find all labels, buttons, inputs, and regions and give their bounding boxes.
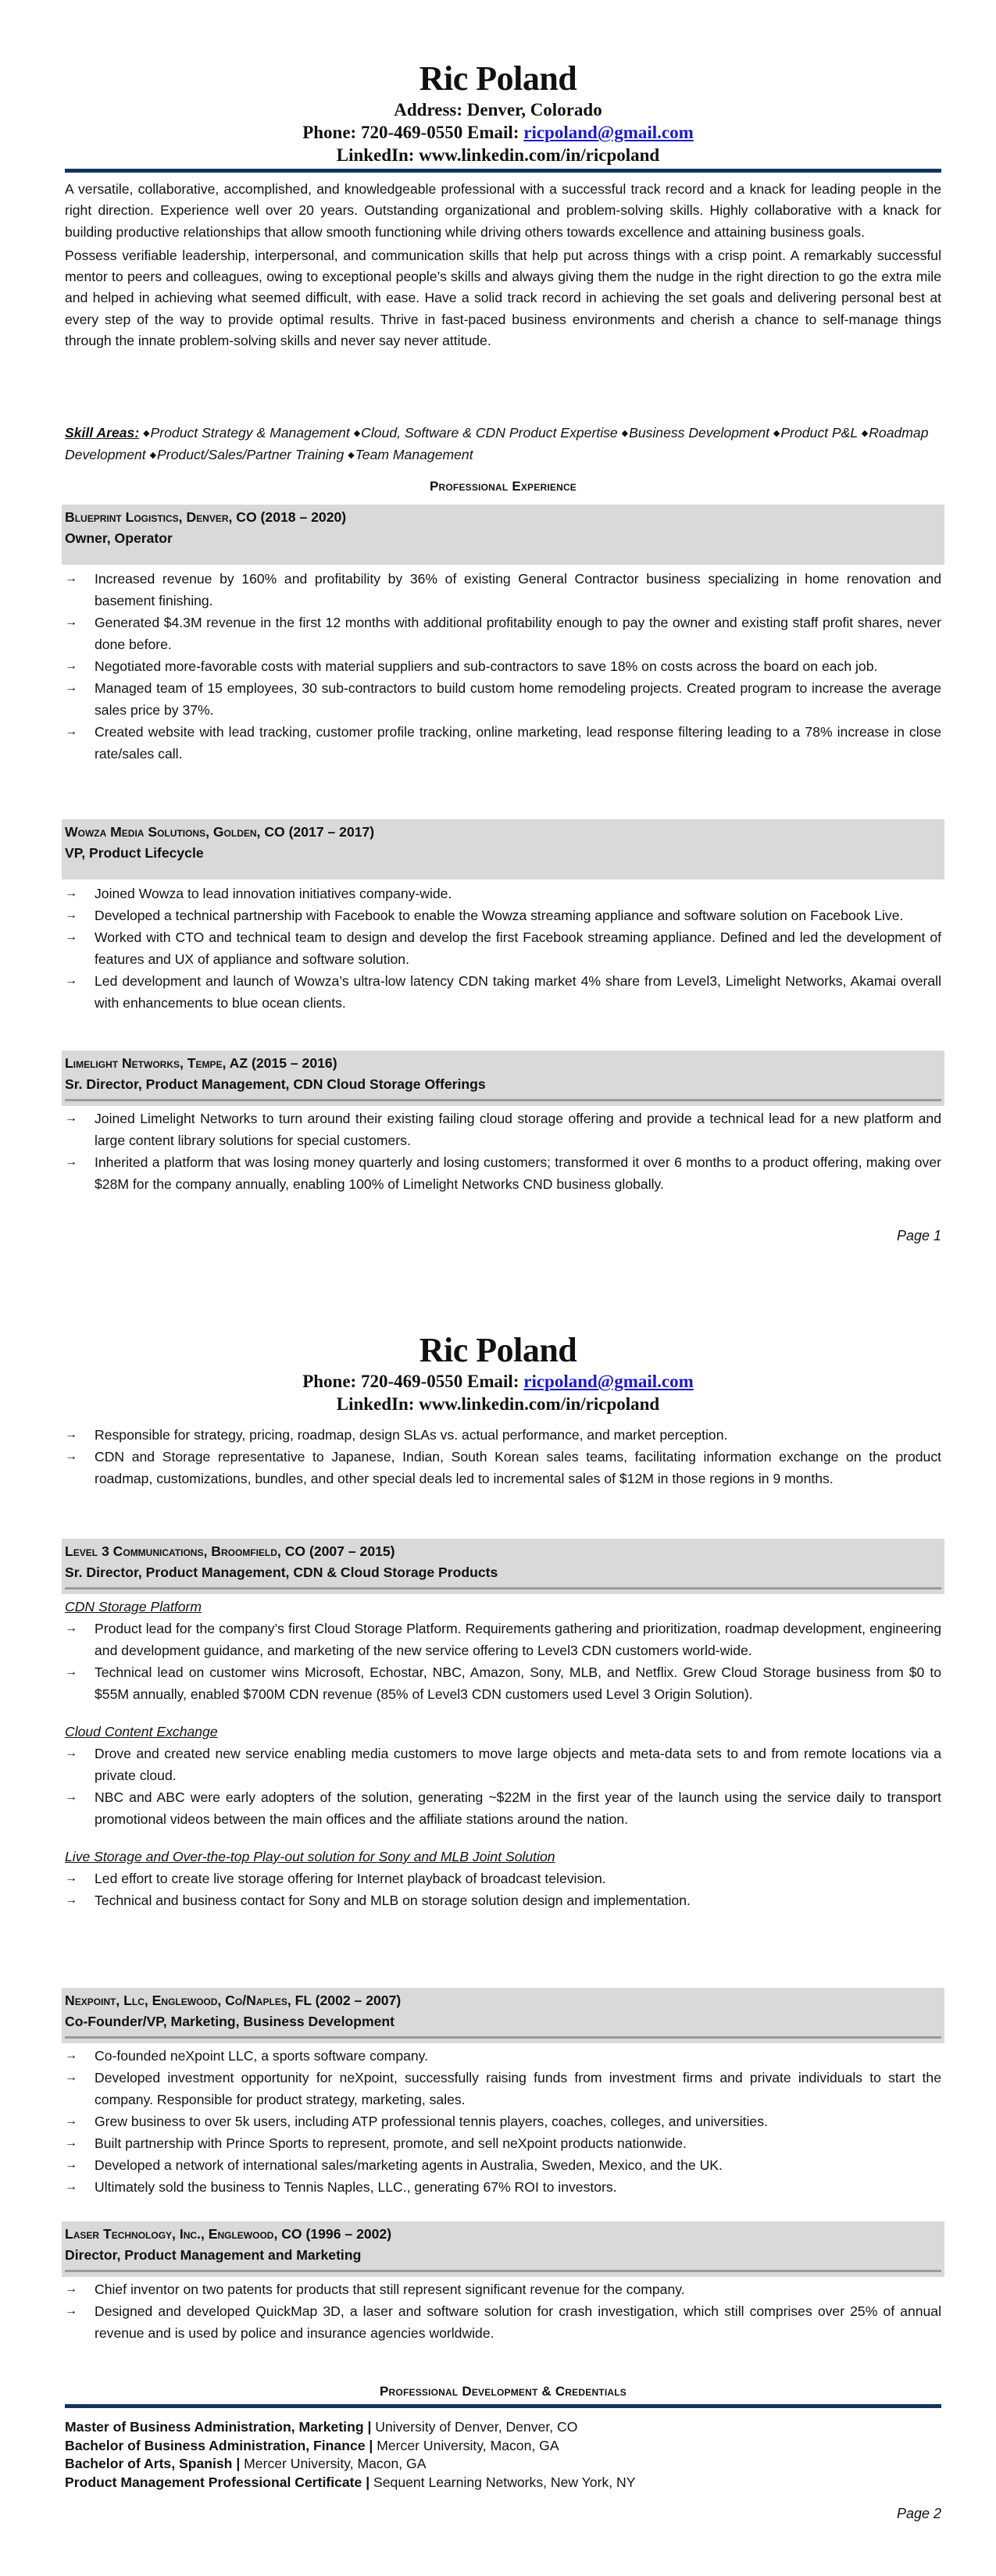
list-item: → Designed and developed QuickMap 3D, a laser and software solution for crash investigation, which still comprises over 25% of annual revenue and is used by police and insurance agencies worldwide. <box>65 2300 941 2344</box>
list-item: → Developed a network of international sales/marketing agents in Australia, Sweden, Mexico, and the UK. <box>65 2154 941 2176</box>
arrow-bullet-icon: → <box>65 2049 77 2062</box>
skill-item: ◆Team Management <box>348 447 473 462</box>
list-item: → Technical lead on customer wins Microsoft, Echostar, NBC, Amazon, Sony, MLB, and Netflix. Grew Cloud Storage business from $0 to $55M annually, enabled $700M CDN revenue (85% of Level3 CDN customers used Level 3 Origin Solution). <box>65 1661 941 1705</box>
job-title: Sr. Director, Product Management, CDN & Cloud Storage Products <box>65 1565 498 1580</box>
job-header <box>62 505 944 565</box>
list-item: → NBC and ABC were early adopters of the solution, generating ~$22M in the first year of the launch using the service daily to transport promotional videos between the main offices and the affiliate stations around the nation. <box>65 1786 941 1830</box>
job-bullets <box>65 1868 941 1911</box>
job-entry <box>65 1539 941 1911</box>
arrow-bullet-icon: → <box>65 1665 77 1679</box>
institution: Sequent Learning Networks, New York, NY <box>373 2474 636 2490</box>
list-item: → Managed team of 15 employees, 30 sub-contractors to build custom home remodeling projects. Created program to increase the average sales price by 37%. <box>65 677 941 721</box>
diamond-bullet-icon: ◆ <box>143 429 150 438</box>
skill-item: ◆Product P&L <box>773 425 858 441</box>
address: Address: Denver, Colorado <box>394 100 602 120</box>
resume-page-2 <box>0 1289 996 2576</box>
job-entry <box>65 1051 941 1195</box>
header-divider <box>65 169 941 173</box>
arrow-bullet-icon: → <box>65 2282 77 2296</box>
degree: Product Management Professional Certificate <box>65 2474 362 2490</box>
arrow-bullet-icon: → <box>65 1155 77 1168</box>
phone-label: Phone: 720-469-0550 Email: <box>302 1372 524 1391</box>
arrow-bullet-icon: → <box>65 2180 77 2193</box>
job-bullets <box>65 883 941 1014</box>
list-item: → Ultimately sold the business to Tennis Naples, LLC., generating 67% ROI to investors. <box>65 2176 941 2198</box>
arrow-bullet-icon: → <box>65 1111 77 1125</box>
credential-row: Master of Business Administration, Marketing | University of Denver, Denver, CO <box>65 2419 578 2435</box>
arrow-bullet-icon: → <box>65 2158 77 2171</box>
job-company: Blueprint Logistics, Denver, CO (2018 – 2020) <box>65 509 347 525</box>
job-header-divider <box>65 1099 941 1101</box>
arrow-bullet-icon: → <box>65 2114 77 2128</box>
list-item: → CDN and Storage representative to Japanese, Indian, South Korean sales teams, facilitating information exchange on the product roadmap, customizations, bundles, and other special deals led to incremental sales of $12M in those regions in 9 months. <box>65 1446 941 1490</box>
diamond-bullet-icon: ◆ <box>861 429 869 438</box>
linkedin: LinkedIn: www.linkedin.com/in/ricpoland <box>336 1394 660 1414</box>
job-title: Director, Product Management and Marketing <box>65 2247 362 2263</box>
list-item: → Created website with lead tracking, customer profile tracking, online marketing, lead response filtering leading to a 78% increase in close rate/sales call. <box>65 721 941 765</box>
job-header <box>62 1539 944 1594</box>
institution: Mercer University, Macon, GA <box>244 2456 427 2471</box>
list-item: → Built partnership with Prince Sports to represent, promote, and sell neXpoint products nationwide. <box>65 2132 941 2154</box>
diamond-bullet-icon: ◆ <box>149 451 157 460</box>
arrow-bullet-icon: → <box>65 725 77 738</box>
list-item: → Led effort to create live storage offering for Internet playback of broadcast television. <box>65 1868 941 1889</box>
list-item: → Joined Wowza to lead innovation initiatives company-wide. <box>65 883 941 904</box>
phone-email-line <box>0 121 996 144</box>
job-bullets <box>65 1108 941 1195</box>
project-heading: CDN Storage Platform <box>65 1599 202 1614</box>
arrow-bullet-icon: → <box>65 908 77 922</box>
arrow-bullet-icon: → <box>65 1790 77 1804</box>
arrow-bullet-icon: → <box>65 1746 77 1760</box>
job-entry <box>65 819 941 1014</box>
job-header <box>62 2221 944 2277</box>
job-bullets <box>65 1618 941 1705</box>
credentials-list <box>65 2418 941 2492</box>
diamond-bullet-icon: ◆ <box>621 429 629 438</box>
phone-label: Phone: 720-469-0550 Email: <box>302 123 524 142</box>
professional-summary <box>65 179 941 351</box>
list-item: → Product lead for the company’s first Cloud Storage Platform. Requirements gathering and prioritization, roadmap development, engineering and development guidance, and marketing of the new service offering to Level3 CDN customers world-wide. <box>65 1618 941 1661</box>
credentials-divider <box>65 2404 941 2408</box>
list-item: → Developed a technical partnership with Facebook to enable the Wowza streaming appliance and software solution on Facebook Live. <box>65 904 941 926</box>
arrow-bullet-icon: → <box>65 2071 77 2084</box>
job-title: Sr. Director, Product Management, CDN Cloud Storage Offerings <box>65 1076 486 1092</box>
job-bullets <box>65 2045 941 2198</box>
list-item: → Drove and created new service enabling media customers to move large objects and meta-data sets to and from remote locations via a private cloud. <box>65 1743 941 1786</box>
list-item: → Negotiated more-favorable costs with material suppliers and sub-contractors to save 18% on costs across the board on each job. <box>65 655 941 677</box>
diamond-bullet-icon: ◆ <box>773 429 780 438</box>
list-item: → Grew business to over 5k users, including ATP professional tennis players, coaches, colleges, and universities. <box>65 2110 941 2132</box>
list-item: → Co-founded neXpoint LLC, a sports software company. <box>65 2045 941 2067</box>
section-title-credentials: Professional Development & Credentials <box>380 2384 627 2399</box>
section-title-experience: Professional Experience <box>429 479 577 494</box>
page-number: Page 2 <box>896 2506 941 2521</box>
institution: Mercer University, Macon, GA <box>377 2437 559 2453</box>
list-item: → Joined Limelight Networks to turn around their existing failing cloud storage offering and provide a technical lead for a new platform and large content library solutions for special customers. <box>65 1108 941 1151</box>
job-company: Laser Technology, Inc., Englewood, CO (1996 – 2002) <box>65 2226 392 2242</box>
job-bullets <box>65 1424 941 1490</box>
arrow-bullet-icon: → <box>65 1893 77 1907</box>
candidate-name: Ric Poland <box>419 59 577 98</box>
degree: Master of Business Administration, Marketing <box>65 2419 364 2435</box>
arrow-bullet-icon: → <box>65 1622 77 1635</box>
arrow-bullet-icon: → <box>65 572 77 585</box>
list-item: → Generated $4.3M revenue in the first 12 months with additional profitability enough to pay the owner and existing staff profit shares, never done before. <box>65 612 941 655</box>
diamond-bullet-icon: ◆ <box>353 429 361 438</box>
job-entry-continued <box>65 1424 941 1490</box>
skill-item: ◆Product/Sales/Partner Training <box>149 447 344 462</box>
job-company: Limelight Networks, Tempe, AZ (2015 – 2016) <box>65 1055 337 1071</box>
list-item: → Developed investment opportunity for neXpoint, successfully raising funds from investment firms and private individuals to start the company. Responsible for product strategy, marketing, sales. <box>65 2067 941 2110</box>
job-bullets <box>65 1743 941 1830</box>
list-item: → Led development and launch of Wowza’s ultra-low latency CDN taking market 4% share from Level3, Limelight Networks, Akamai overall with enhancements to blue ocean clients. <box>65 970 941 1014</box>
arrow-bullet-icon: → <box>65 1450 77 1463</box>
job-company: Nexpoint, Llc, Englewood, Co/Naples, FL (2002 – 2007) <box>65 1993 402 2008</box>
job-bullets <box>65 2278 941 2344</box>
job-entry <box>65 505 941 765</box>
summary-paragraph: A versatile, collaborative, accomplished, and knowledgeable professional with a successful track record and a knack for leading people in the right direction. Experience well over 20 years. Outstanding organizational and problem-solving skills. Highly collaborative with a knack for building productive relationships that allow smooth functioning while driving others towards excellence and attaining business goals. <box>65 181 941 240</box>
skill-item: ◆Roadmap Development <box>65 425 929 462</box>
skill-item: ◆Product Strategy & Management <box>143 425 350 441</box>
institution: University of Denver, Denver, CO <box>375 2419 578 2435</box>
job-header-divider <box>65 1587 941 1589</box>
job-header <box>62 1051 944 1106</box>
arrow-bullet-icon: → <box>65 1428 77 1441</box>
credential-row: Product Management Professional Certificate | Sequent Learning Networks, New York, NY <box>65 2474 636 2490</box>
email-link[interactable]: ricpoland@gmail.com <box>523 123 694 142</box>
arrow-bullet-icon: → <box>65 974 77 987</box>
job-entry <box>65 2221 941 2344</box>
diamond-bullet-icon: ◆ <box>348 451 355 460</box>
list-item: → Worked with CTO and technical team to design and develop the first Facebook streaming appliance. Defined and led the development of features and UX of appliance and software solution. <box>65 926 941 970</box>
job-header-divider <box>65 2036 941 2039</box>
project-heading: Cloud Content Exchange <box>65 1724 218 1739</box>
arrow-bullet-icon: → <box>65 930 77 944</box>
job-title: Co-Founder/VP, Marketing, Business Development <box>65 2014 395 2029</box>
arrow-bullet-icon: → <box>65 1871 77 1885</box>
arrow-bullet-icon: → <box>65 2136 77 2150</box>
candidate-name: Ric Poland <box>419 1331 577 1369</box>
list-item: → Increased revenue by 160% and profitability by 36% of existing General Contractor business specializing in home renovation and basement finishing. <box>65 568 941 612</box>
skills-label: Skill Areas: <box>65 425 140 441</box>
project-heading: Live Storage and Over-the-top Play-out solution for Sony and MLB Joint Solution <box>65 1849 555 1864</box>
arrow-bullet-icon: → <box>65 615 77 629</box>
skill-areas <box>65 423 941 466</box>
list-item: → Chief inventor on two patents for products that still represent significant revenue for the company. <box>65 2278 941 2300</box>
arrow-bullet-icon: → <box>65 681 77 694</box>
arrow-bullet-icon: → <box>65 2304 77 2317</box>
degree: Bachelor of Business Administration, Finance <box>65 2437 366 2453</box>
job-entry <box>65 1988 941 2198</box>
degree: Bachelor of Arts, Spanish <box>65 2456 233 2471</box>
job-company: Wowza Media Solutions, Golden, CO (2017 – 2017) <box>65 824 375 840</box>
linkedin: LinkedIn: www.linkedin.com/in/ricpoland <box>336 145 660 165</box>
summary-paragraph: Possess verifiable leadership, interpersonal, and communication skills that help put across things with a crisp point. A remarkably successful mentor to peers and colleagues, owing to exceptional people’s skills and always giving them the nudge in the right direction to go the extra mile and helped in achieving what seemed difficult, with ease. Have a solid track record in achieving the set goals and delivering personal best at every step of the way to provide optimal results. Thrive in fast-paced business environments and cherish a chance to self-manage things through the innate problem-solving skills and never say never attitude. <box>65 247 941 349</box>
job-title: Owner, Operator <box>65 530 173 546</box>
list-item: → Technical and business contact for Sony and MLB on storage solution design and implementation. <box>65 1889 941 1911</box>
resume-header <box>0 59 996 166</box>
job-bullets <box>65 568 941 765</box>
phone-email-line <box>0 1370 996 1393</box>
skill-item: ◆Business Development <box>621 425 770 441</box>
job-header <box>62 1988 944 2043</box>
page-number: Page 1 <box>896 1228 941 1243</box>
job-header-divider <box>65 2270 941 2272</box>
skill-item: ◆Cloud, Software & CDN Product Expertise <box>353 425 618 441</box>
credential-row: Bachelor of Business Administration, Finance | Mercer University, Macon, GA <box>65 2437 559 2453</box>
arrow-bullet-icon: → <box>65 659 77 673</box>
email-link[interactable]: ricpoland@gmail.com <box>523 1372 694 1391</box>
resume-header <box>0 1331 996 1415</box>
credential-row: Bachelor of Arts, Spanish | Mercer University, Macon, GA <box>65 2456 427 2471</box>
job-header <box>62 819 944 879</box>
list-item: → Responsible for strategy, pricing, roadmap, design SLAs vs. actual performance, and market perception. <box>65 1424 941 1446</box>
list-item: → Inherited a platform that was losing money quarterly and losing customers; transformed it over 6 months to a product offering, making over $28M for the company annually, enabling 100% of Limelight Networks CND business globally. <box>65 1151 941 1195</box>
job-title: VP, Product Lifecycle <box>65 845 204 861</box>
arrow-bullet-icon: → <box>65 887 77 900</box>
job-company: Level 3 Communications, Broomfield, CO (2007 – 2015) <box>65 1543 395 1559</box>
